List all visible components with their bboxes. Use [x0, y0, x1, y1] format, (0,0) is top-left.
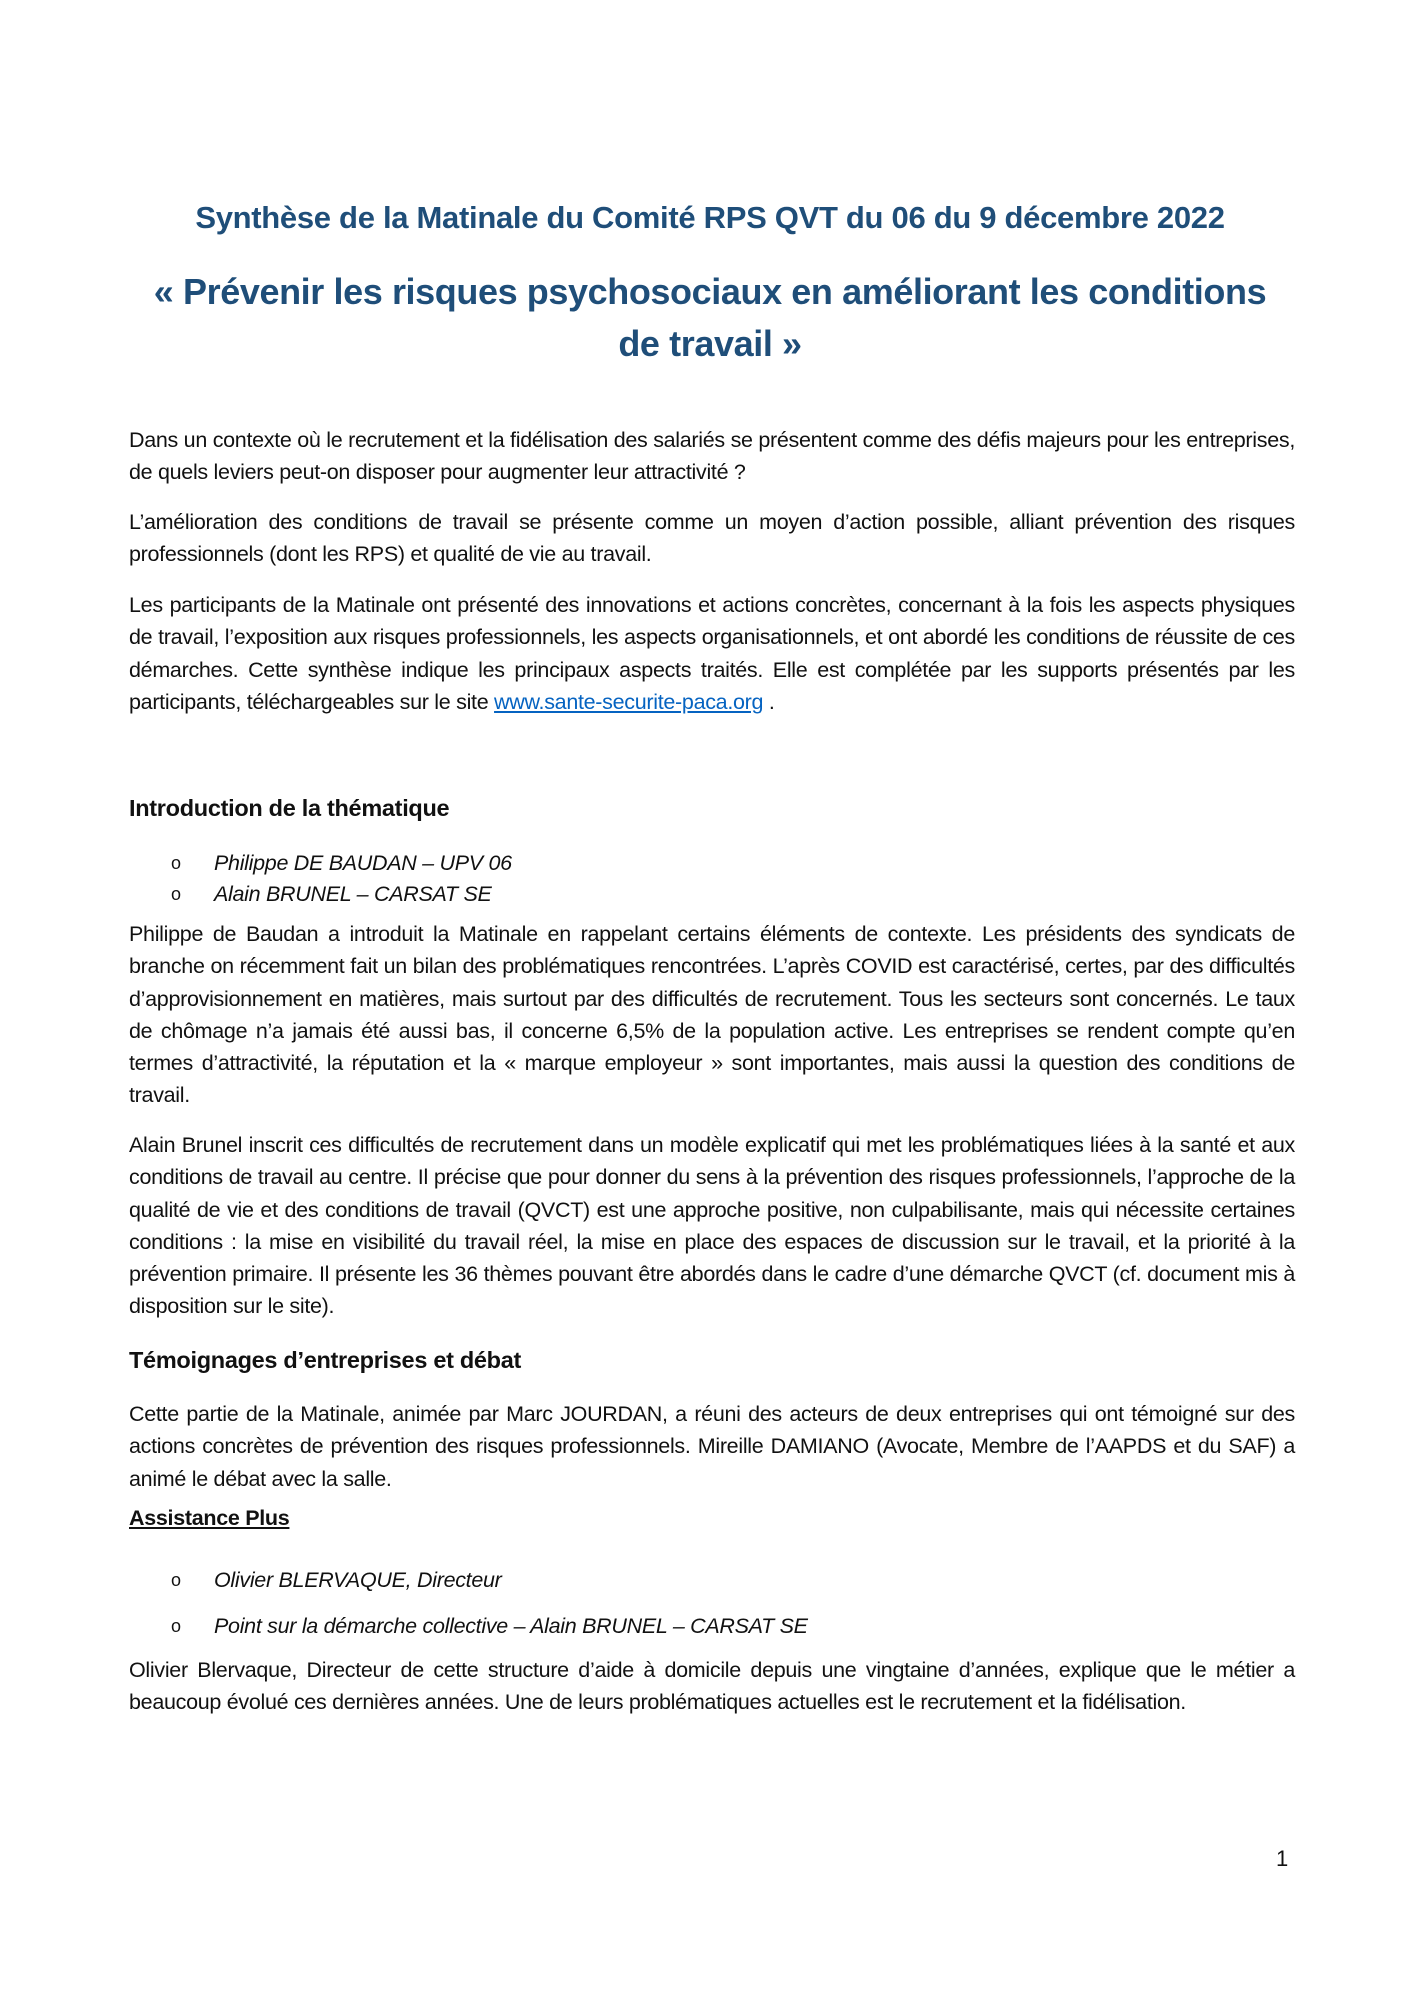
list-item: o Point sur la démarche collective – Alain BRUNEL – CARSAT SE	[129, 1603, 808, 1649]
section-heading-introduction: Introduction de la thématique	[129, 795, 450, 821]
speaker-list-introduction	[129, 848, 512, 910]
subsection-heading-assistance-plus: Assistance Plus	[129, 1506, 290, 1530]
intro-paragraph-2: L’amélioration des conditions de travail se présente comme un moyen d’action possible, alliant prévention des risques professionnels (dont les RPS) et qualité de vie au travail.	[129, 510, 1295, 567]
section-heading-testimonials: Témoignages d’entreprises et débat	[129, 1347, 522, 1373]
page-number: 1	[1276, 1846, 1289, 1871]
bullet-circle-icon: o	[171, 884, 181, 904]
introduction-paragraph-1: Philippe de Baudan a introduit la Matinale en rappelant certains éléments de contexte. Les présidents des syndicats de branche on récemment fait un bilan des problématiques rencontrées. L’après COVID est caractérisé, certes, par des difficultés d’approvisionnement en matières, mais surtout par des difficultés de recrutement. Tous les secteurs sont concernés. Le taux de chômage n’a jamais été aussi bas, il concerne 6,5% de la population active. Les entreprises se rendent compte qu’en termes d’attractivité, la réputation et la « marque employeur » sont importantes, mais aussi la question des conditions de travail.	[129, 922, 1295, 1108]
introduction-paragraph-2: Alain Brunel inscrit ces difficultés de recrutement dans un modèle explicatif qui met les problématiques liées à la santé et aux conditions de travail au centre. Il précise que pour donner du sens à la prévention des risques professionnels, l’approche de la qualité de vie et des conditions de travail (QVCT) est une approche positive, non culpabilisante, mais qui nécessite certaines conditions : la mise en visibilité du travail réel, la mise en place des espaces de discussion sur le travail, et la priorité à la prévention primaire. Il présente les 36 thèmes pouvant être abordés dans le cadre d’une démarche QVCT (cf. document mis à disposition sur le site).	[129, 1133, 1295, 1319]
subtitle-line-2: de travail »	[618, 323, 802, 364]
bullet-circle-icon: o	[171, 853, 181, 873]
list-item: o Olivier BLERVAQUE, Directeur	[129, 1557, 808, 1603]
intro-text: Les participants de la Matinale ont présenté des innovations et actions concrètes, concernant à la fois les aspects physiques de travail, l’exposition aux risques professionnels, les aspects organisationnels, et ont abordé les conditions de réussite de ces démarches. Cette synthèse indique les principaux aspects traités. Elle est complétée par les supports présentés par les participants, téléchargeables sur le site	[129, 593, 1295, 714]
website-link[interactable]: www.sante-securite-paca.org	[494, 689, 764, 714]
intro-paragraph-3: Les participants de la Matinale ont présenté des innovations et actions concrètes, concernant à la fois les aspects physiques de travail, l’exposition aux risques professionnels, les aspects organisationnels, et ont abordé les conditions de réussite de ces démarches. Cette synthèse indique les principaux aspects traités. Elle est complétée par les supports présentés par les participants, téléchargeables sur le site www.sante-securite-paca.org .	[129, 593, 1295, 714]
list-item: o Alain BRUNEL – CARSAT SE	[129, 879, 512, 910]
list-item: o Philippe DE BAUDAN – UPV 06	[129, 848, 512, 879]
intro-paragraph-1: Dans un contexte où le recrutement et la fidélisation des salariés se présentent comme des défis majeurs pour les entreprises, de quels leviers peut-on disposer pour augmenter leur attractivité ?	[129, 428, 1295, 485]
subtitle-line-1: « Prévenir les risques psychosociaux en améliorant les conditions	[153, 271, 1267, 312]
assistance-plus-paragraph: Olivier Blervaque, Directeur de cette structure d’aide à domicile depuis une vingtaine d’années, explique que le métier a beaucoup évolué ces dernières années. Une de leurs problématiques actuelles est le recrutement et la fidélisation.	[129, 1658, 1295, 1715]
speaker-list-assistance-plus	[129, 1557, 808, 1649]
document-subtitle	[110, 266, 1310, 370]
bullet-circle-icon: o	[171, 1570, 181, 1590]
testimonials-paragraph: Cette partie de la Matinale, animée par Marc JOURDAN, a réuni des acteurs de deux entreprises qui ont témoigné sur des actions concrètes de prévention des risques professionnels. Mireille DAMIANO (Avocate, Membre de l’AAPDS et du SAF) a animé le débat avec la salle.	[129, 1402, 1295, 1491]
document-title: Synthèse de la Matinale du Comité RPS QVT du 06 du 9 décembre 2022	[195, 200, 1225, 235]
bullet-circle-icon: o	[171, 1616, 181, 1636]
